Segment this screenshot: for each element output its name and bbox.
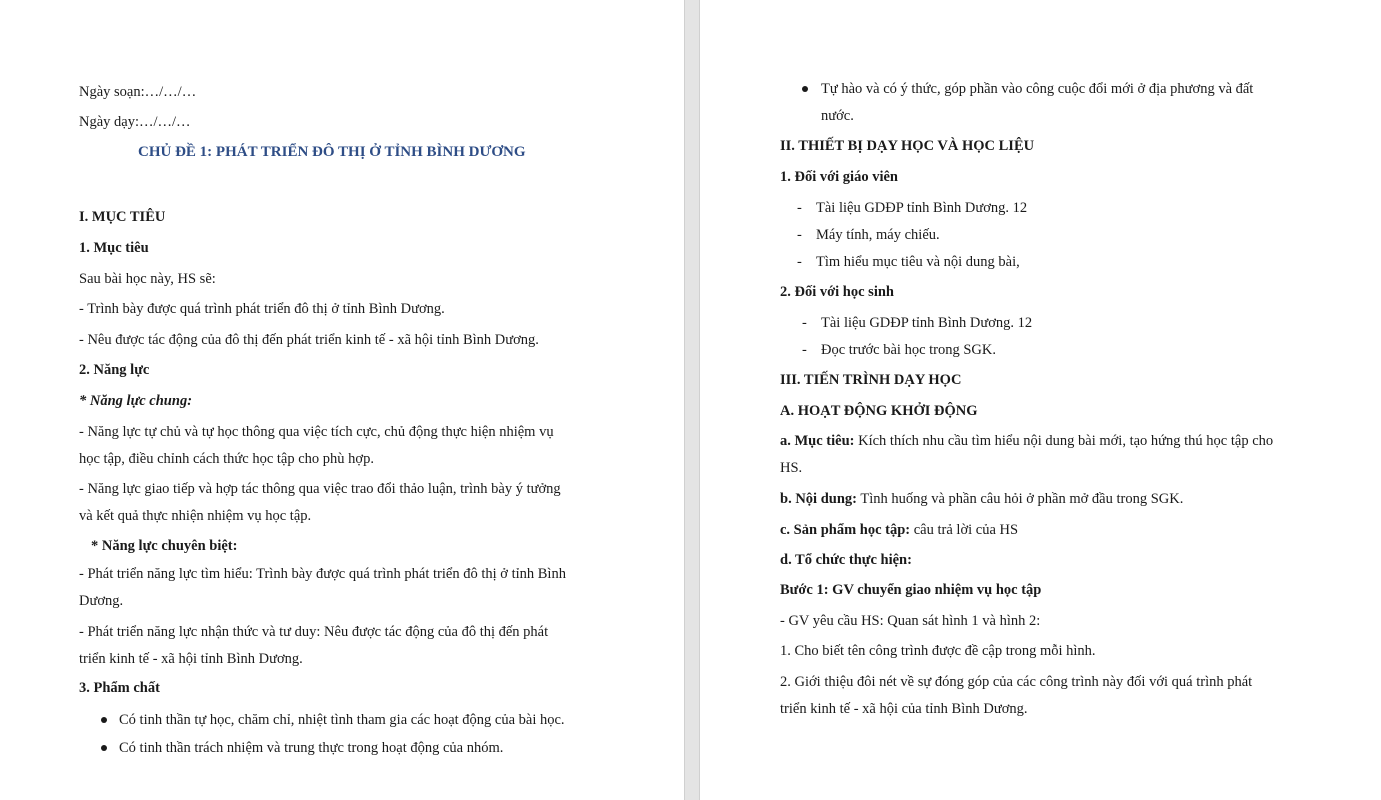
warmup-organization-heading: d. Tổ chức thực hiện: (780, 552, 912, 568)
quality-2: Có tinh thần trách nhiệm và trung thực trong hoạt động của nhóm. (119, 740, 504, 756)
student-item-2: Đọc trước bài học trong SGK. (821, 342, 996, 358)
warmup-product-text: câu trả lời của HS (910, 522, 1019, 538)
objective-2: - Nêu được tác động của đô thị đến phát triển kinh tế - xã hội tỉnh Bình Dương. (79, 332, 539, 348)
date-prepared: Ngày soạn:…/…/… (79, 84, 197, 100)
dash-marker: - (802, 315, 807, 331)
warmup-objective-label: a. Mục tiêu: (780, 433, 855, 449)
bullet-icon (802, 86, 808, 92)
special-competence-1-line-1: - Phát triển năng lực tìm hiểu: Trình bày được quá trình phát triển đô thị ở tỉnh Bình (79, 566, 566, 582)
warmup-objective-line-2: HS. (780, 460, 803, 476)
special-competence-2-line-2: triển kinh tế - xã hội tỉnh Bình Dương. (79, 651, 303, 667)
subheading-competence: 2. Năng lực (79, 362, 150, 378)
warmup-product-label: c. Sản phẩm học tập: (780, 522, 911, 538)
section-heading-objectives: I. MỤC TIÊU (79, 209, 166, 225)
teacher-request: - GV yêu cầu HS: Quan sát hình 1 và hình 2: (780, 613, 1041, 629)
subheading-teacher: 1. Đối với giáo viên (780, 169, 898, 185)
document-page-right (700, 0, 1381, 800)
objective-1: - Trình bày được quá trình phát triển đô thị ở tỉnh Bình Dương. (79, 301, 445, 317)
intro-text: Sau bài học này, HS sẽ: (79, 271, 216, 287)
subheading-qualities: 3. Phẩm chất (79, 680, 160, 696)
subheading-objectives: 1. Mục tiêu (79, 240, 149, 256)
general-competence-2-line-1: - Năng lực giao tiếp và hợp tác thông qua việc trao đổi thảo luận, trình bày ý tưởng (79, 481, 561, 497)
warmup-content (780, 490, 1183, 508)
teacher-item-3: Tìm hiểu mục tiêu và nội dung bài, (816, 254, 1020, 270)
bullet-icon (101, 745, 107, 751)
section-heading-process: III. TIẾN TRÌNH DẠY HỌC (780, 372, 962, 388)
dash-marker: - (797, 200, 802, 216)
general-competence-1-line-1: - Năng lực tự chủ và tự học thông qua việc tích cực, chủ động thực hiện nhiệm vụ (79, 424, 554, 440)
warmup-product (780, 521, 1018, 539)
quality-3-line-2: nước. (821, 108, 854, 124)
step-1-heading: Bước 1: GV chuyển giao nhiệm vụ học tập (780, 582, 1042, 598)
date-taught: Ngày dạy:…/…/… (79, 114, 191, 130)
general-competence-1-line-2: học tập, điều chỉnh cách thức học tập cho phù hợp. (79, 451, 374, 467)
teacher-item-1: Tài liệu GDĐP tỉnh Bình Dương. 12 (816, 200, 1028, 216)
warmup-objective-text: Kích thích nhu cầu tìm hiểu nội dung bài mới, tạo hứng thú học tập cho (854, 433, 1274, 449)
special-competence-2-line-1: - Phát triển năng lực nhận thức và tư duy: Nêu được tác động của đô thị đến phát (79, 624, 549, 640)
task-2-line-2: triển kinh tế - xã hội của tỉnh Bình Dương. (780, 701, 1028, 717)
quality-1: Có tinh thần tự học, chăm chỉ, nhiệt tình tham gia các hoạt động của bài học. (119, 712, 565, 728)
warmup-objective-line-1 (780, 432, 1273, 450)
bullet-icon (101, 717, 107, 723)
warmup-content-label: b. Nội dung: (780, 491, 857, 507)
section-heading-warmup: A. HOẠT ĐỘNG KHỞI ĐỘNG (780, 403, 978, 419)
warmup-content-text: Tình huống và phần câu hỏi ở phần mở đầu trong SGK. (856, 491, 1184, 507)
general-competence-heading: * Năng lực chung: (79, 393, 193, 409)
page-gap (684, 0, 700, 800)
task-1: 1. Cho biết tên công trình được đề cập trong mỗi hình. (780, 643, 1096, 659)
general-competence-2-line-2: và kết quả thực nhiện nhiệm vụ học tập. (79, 508, 312, 524)
dash-marker: - (797, 227, 802, 243)
dash-marker: - (802, 342, 807, 358)
student-item-1: Tài liệu GDĐP tỉnh Bình Dương. 12 (821, 315, 1033, 331)
topic-title: CHỦ ĐỀ 1: PHÁT TRIỂN ĐÔ THỊ Ở TỈNH BÌNH DƯƠNG (138, 144, 526, 160)
document-page-left (0, 0, 684, 800)
subheading-student: 2. Đối với học sinh (780, 284, 894, 300)
teacher-item-2: Máy tính, máy chiếu. (816, 227, 940, 243)
special-competence-heading: * Năng lực chuyên biệt: (91, 538, 238, 554)
dash-marker: - (797, 254, 802, 270)
quality-3-line-1: Tự hào và có ý thức, góp phần vào công cuộc đổi mới ở địa phương và đất (821, 81, 1254, 97)
task-2-line-1: 2. Giới thiệu đôi nét về sự đóng góp của các công trình này đối với quá trình phát (780, 674, 1253, 690)
section-heading-equipment: II. THIẾT BỊ DẠY HỌC VÀ HỌC LIỆU (780, 138, 1035, 154)
special-competence-1-line-2: Dương. (79, 593, 124, 609)
